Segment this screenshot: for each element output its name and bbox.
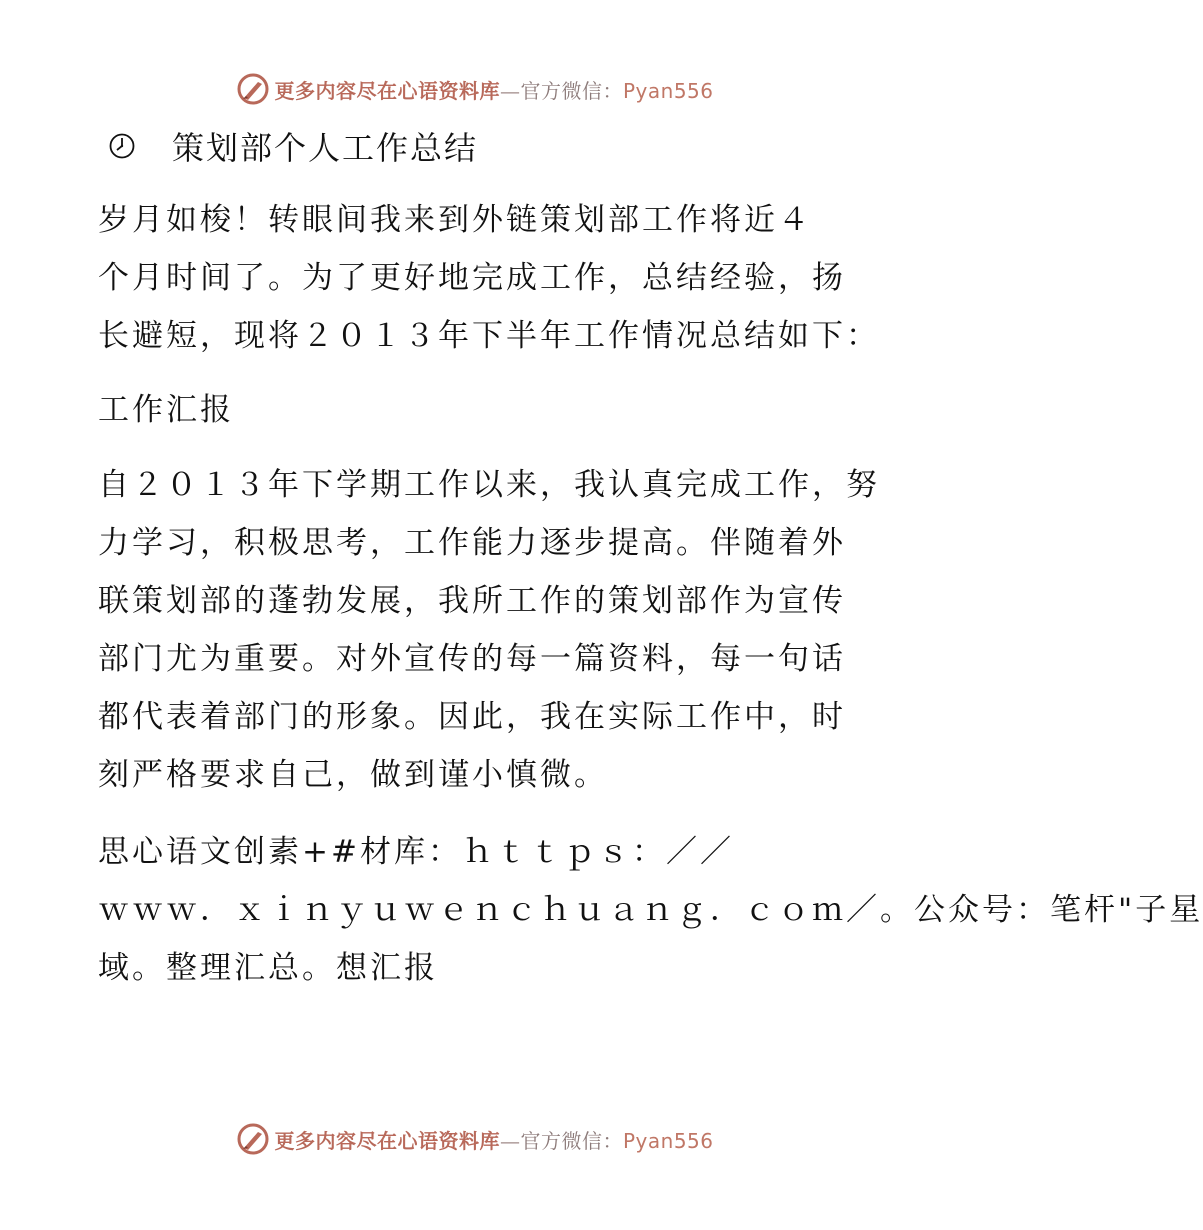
- pen-logo-icon: [236, 1122, 270, 1156]
- body-line: 都代表着部门的形象。因此，我在实际工作中，时: [98, 699, 846, 735]
- body-line: 刻严格要求自己，做到谨小慎微。: [98, 757, 608, 793]
- intro-paragraph: [98, 191, 880, 365]
- clock-icon: [108, 132, 136, 160]
- footer-paragraph: [98, 823, 1203, 997]
- intro-line: 个月时间了。为了更好地完成工作，总结经验，扬: [98, 260, 846, 296]
- footer-line: ｗｗｗ．ｘｉｎｙｕｗｅｎｃｈｕａｎｇ．ｃｏｍ／。公众号：笔杆"子星: [98, 892, 1203, 928]
- pen-logo-icon: [236, 72, 270, 106]
- body-paragraph: [98, 456, 880, 804]
- intro-line: 长避短，现将２０１３年下半年工作情况总结如下：: [98, 318, 880, 354]
- document-title: [108, 126, 478, 166]
- footer-line: 域。整理汇总。想汇报: [98, 950, 438, 986]
- footer-banner: [0, 1122, 950, 1156]
- header-banner: [0, 72, 950, 106]
- banner-text: 更多内容尽在心语资料库—官方微信：Pyan556: [274, 1128, 714, 1153]
- banner-text: 更多内容尽在心语资料库—官方微信：Pyan556: [274, 78, 714, 103]
- body-line: 力学习，积极思考，工作能力逐步提高。伴随着外: [98, 525, 846, 561]
- intro-line: 岁月如梭！转眼间我来到外链策划部工作将近４: [98, 202, 812, 238]
- section-heading: [98, 381, 858, 439]
- body-line: 自２０１３年下学期工作以来，我认真完成工作，努: [98, 467, 880, 503]
- body-line: 部门尤为重要。对外宣传的每一篇资料，每一句话: [98, 641, 846, 677]
- heading-line: 工作汇报: [98, 392, 234, 428]
- footer-line: 思心语文创素+#材库：ｈｔｔｐｓ：／／: [98, 834, 734, 870]
- body-line: 联策划部的蓬勃发展，我所工作的策划部作为宣传: [98, 583, 846, 619]
- title-text: 策划部个人工作总结: [172, 129, 479, 167]
